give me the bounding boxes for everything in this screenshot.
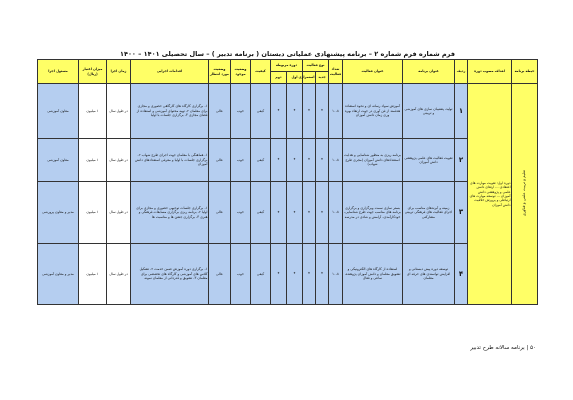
desired-status-cell: عالی	[209, 139, 231, 182]
header-period: دوره مربوطه	[271, 60, 303, 72]
header-actions: اقدامات اجرایی	[131, 60, 209, 84]
current-status-cell: خوب	[231, 139, 251, 182]
header-row: ردیف	[455, 60, 468, 84]
activity-cell: برنامه ریزی به منظور شناسایی و هدایت استعدادهای دانش آموزان (مجری طرح شهاب)	[343, 139, 403, 182]
page-title: فرم شماره فرم شماره ۲ – برنامه پیشنهادی عملیاتی دبستان ( برنامه تدبیر ) – سال تحصیلی ۱۴۰۱ – ۱۴۰۰	[120, 50, 455, 58]
period-first-cell: ٭	[287, 139, 303, 182]
header-activity-type: نوع فعالیت	[303, 60, 329, 72]
count-cell: ۱۰-۸	[329, 84, 343, 139]
type-continuing-cell: ٭	[303, 84, 316, 139]
count-cell: ۱۰-۸	[329, 182, 343, 244]
period-second-cell: ٭	[271, 182, 287, 244]
period-first-cell: ٭	[287, 182, 303, 244]
period-second-cell: ٭	[271, 244, 287, 305]
table-row	[38, 244, 538, 305]
type-new-cell: ٭	[316, 84, 329, 139]
quality-cell: کیفی	[251, 84, 271, 139]
header-goal: اهداف مصوب دوره	[468, 60, 512, 84]
time-cell: در طول سال	[107, 182, 131, 244]
type-continuing-cell: ٭	[303, 182, 316, 244]
count-cell: ۱۰-۸	[329, 139, 343, 182]
table-row	[38, 84, 538, 139]
current-status-cell: خوب	[231, 182, 251, 244]
time-cell: در طول سال	[107, 84, 131, 139]
activity-cell: آموزش سواد رسانه ای و نحوه استفاده هدفمند از فن آوری در جهت ارتقاء بهره وری زمان دانش آموزان	[343, 84, 403, 139]
type-new-cell: ٭	[316, 182, 329, 244]
row-number: ۲	[455, 139, 468, 182]
type-continuing-cell: ٭	[303, 244, 316, 305]
desired-status-cell: عالی	[209, 244, 231, 305]
row-number: ۴	[455, 244, 468, 305]
header-desired-status: وضعیت مورد انتظار	[209, 60, 231, 84]
program-cell: تقویت فعالیت های علمی پژوهشی دانش آموزان	[403, 139, 455, 182]
plan-table	[37, 59, 538, 305]
actions-cell: ۱- برگزاری دوره آموزش ضمن خدمت ۲- تشکیل کلاس های آموزشی و کارگاه های تخصصی برای معلمان ۳- تشویق و قدردانی از معلمان نمونه	[131, 244, 209, 305]
header-program-title: عنوان برنامه	[403, 60, 455, 84]
quality-cell: کیفی	[251, 244, 271, 305]
time-cell: در طول سال	[107, 139, 131, 182]
page-footer: ۵۰ | برنامه سالانه طرح تدبیر	[470, 345, 536, 351]
quality-cell: کیفی	[251, 182, 271, 244]
time-cell: در طول سال	[107, 244, 131, 305]
quality-cell: کیفی	[251, 139, 271, 182]
header-period-first: اول	[287, 72, 303, 84]
responsible-cell: مدیر و معاون آموزشی	[38, 244, 79, 305]
header-responsible: مسئول اجرا	[38, 60, 79, 84]
type-continuing-cell: ٭	[303, 139, 316, 182]
header-type-continuing: استمراری	[303, 72, 316, 84]
budget-cell: ۱ میلیون	[79, 84, 107, 139]
table-row	[38, 139, 538, 182]
row-number: ۱	[455, 84, 468, 139]
header-budget: میزان اعتبار (ریال)	[79, 60, 107, 84]
header-time: زمان اجرا	[107, 60, 131, 84]
program-cell: زمینه و آبرندهای مناسب برای اجرای فعالیت های فرهنگی تربیتی مشارکتی	[403, 182, 455, 244]
actions-cell: ۱- برگزاری جلسات توجیهی حضوری و مجازی برای اولیا ۲- برنامه ریزی برگزاری مسابقات فرهنگی و هنری ۳- برگزاری جشن ها و مناسبت ها	[131, 182, 209, 244]
activity-cell: استفاده از کارگاه های الکترونیکی و تشویق معلمان و دانش آموزان پژوهنده، ساعی و فعال	[343, 244, 403, 305]
header-activity-title: عنوان فعالیت	[343, 60, 403, 84]
period-second-cell: ٭	[271, 84, 287, 139]
goal-cell: دوره اول: تقویت مهارت های اعتقادی ... ارتقای دانش علمی و پژوهشی دانش آموزان ... توسعه مهارت های ارتباطی و پرورش خلاقیت دانش آموزان	[468, 84, 512, 305]
budget-cell: ۱ میلیون	[79, 244, 107, 305]
current-status-cell: خوب	[231, 244, 251, 305]
type-new-cell: ٭	[316, 244, 329, 305]
responsible-cell: معاون آموزشی	[38, 139, 79, 182]
row-number: ۳	[455, 182, 468, 244]
program-cell: توسعه دوره پیش دبستانی و افزایش توانمندی های حرفه ای معلمان	[403, 244, 455, 305]
domain-cell	[512, 84, 538, 305]
type-new-cell: ٭	[316, 139, 329, 182]
header-domain: حیطه برنامه	[512, 60, 538, 84]
header-type-new: جدید	[316, 72, 329, 84]
header-activity-count: تعداد فعالیت	[329, 60, 343, 84]
header-period-second: دوم	[271, 72, 287, 84]
header-quality: کیفیت	[251, 60, 271, 84]
responsible-cell: مدیر و معاون پرورشی	[38, 182, 79, 244]
actions-cell: ۱- هماهنگی با معلمان جهت اجرای طرح شهاب ۲- برگزاری جلسات با اولیا و معرفی استعدادهای دانش آموزان	[131, 139, 209, 182]
current-status-cell: خوب	[231, 84, 251, 139]
desired-status-cell: عالی	[209, 182, 231, 244]
domain-label: تعلیم و تربیت علمی و فناوری	[521, 170, 527, 217]
desired-status-cell: عالی	[209, 84, 231, 139]
period-first-cell: ٭	[287, 84, 303, 139]
activity-cell: بستر سازی سمت وبرگزاری و برگزاری برنامه های مناسب جهت طرح شناسایی، خودکارآمدی، آرامش و شادی در مدرسه	[343, 182, 403, 244]
program-cell: تولید، پشتیبان سازی های آموزشی و تربیتی	[403, 84, 455, 139]
budget-cell: ۱ میلیون	[79, 139, 107, 182]
table-row	[38, 182, 538, 244]
budget-cell: ۱ میلیون	[79, 182, 107, 244]
responsible-cell: معاون آموزشی	[38, 84, 79, 139]
count-cell: ۱۰-۸	[329, 244, 343, 305]
period-first-cell: ٭	[287, 244, 303, 305]
header-current-status: وضعیت موجود	[231, 60, 251, 84]
actions-cell: ۱- برگزاری کارگاه های کارگاهی حضوری و مجازی برای معلمان ۲- تهیه محتوای آموزشی و استفاده از فضای مجازی ۳- برگزاری جلسات با اولیا	[131, 84, 209, 139]
period-second-cell: ٭	[271, 139, 287, 182]
